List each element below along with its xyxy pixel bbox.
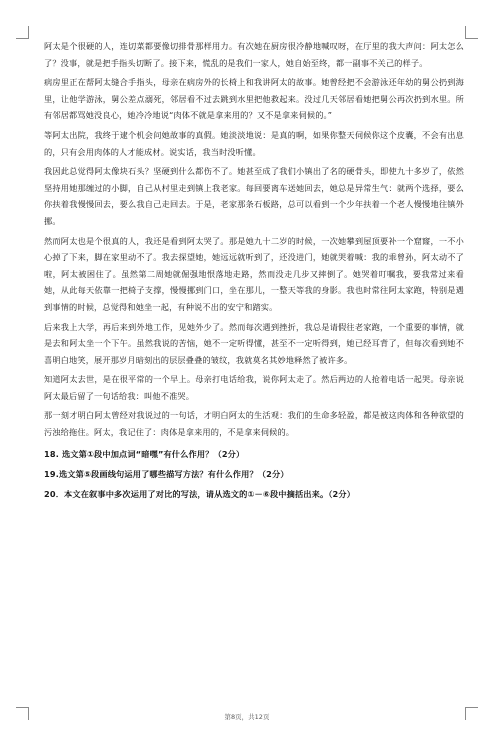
document-body: [44, 38, 464, 504]
crop-mark-top-left: [16, 26, 29, 39]
paragraph-1: 阿太是个很硬的人，连切菜都要像切排骨那样用力。有次她在厨房很冷静地喊叹呀，在厅里的我大声问：阿太怎么了？没事，就是把手指头切断了。接下来，慌乱的是我们一家人，她自始至终，都一副事不关己的样子。: [44, 41, 464, 68]
question-19: 19.选文第⑤段画线句运用了哪些描写方法？有什么作用？（2分）: [44, 468, 289, 479]
paragraph-8: 那一刻才明白阿太曾经对我说过的一句话，才明白阿太的生活观：我们的生命多轻盈，都是被这肉体和各种欲望的污浊给拖住。阿太，我记住了：肉体是拿来用的，不是拿来伺候的。: [44, 410, 464, 438]
paragraph-6: 后来我上大学，再后来到外地工作，见她外少了。然而每次遇到挫折，我总是请假往老家跑，一个重要的事情，就是去和阿太坐一个下午。虽然我说的苦恼，她不一定听得懂，甚至不一定听得到，她已经耳背了，但每次看到她不喜明白地笑，展开那岁月暗刻出的层层叠叠的皱纹，我就莫名其妙地释然了被许多。: [44, 321, 464, 365]
page-number: 第8页，共12页: [224, 713, 270, 721]
paragraph-4: 我因此总觉得阿太像块石头？坚硬到什么都伤不了。她甚至成了我们小镇出了名的硬骨头，即使九十多岁了，依然坚持用她那缠过的小脚，自己从村里走到镇上我老家。每回要离车送她回去，她总是异常生气：就两个选择，要么你扶着我慢慢回去，要么我自己走回去。于是，老家那条石板路，总可以看到一个少年扶着一个老人慢慢地往镇外挪。: [44, 166, 464, 226]
paragraph-2: 病房里正在帮阿太缝合手指头，母亲在病房外的长椅上和我讲阿太的故事。她曾经把不会游泳还年幼的舅公扔到海里，让他学游泳，舅公差点溺死，邻居看不过去跳到水里把他救起来。没过几天邻居看她把舅公再次扔到水里。所有邻居都骂她没良心，她冷冷地说“肉体不就是拿来用的？又不是拿来伺候的。”: [44, 77, 464, 121]
crop-mark-top-right: [465, 26, 478, 39]
question-20: 20．本文在叙事中多次运用了对比的写法，请从选文的①－⑥段中摘括出来。（2分）: [44, 488, 356, 499]
question-18: 18. 选文第①段中加点词“暗嘿”有什么作用？（2分）: [44, 448, 245, 459]
paragraph-7: 知道阿太去世，是在很平常的一个早上。母亲打电话给我，说你阿太走了。然后两边的人抢着电话一起哭。母亲说阿太最后留了一句话给我：叫他不准哭。: [44, 374, 464, 401]
paragraph-3: 等阿太出院，我终于逮个机会问她故事的真假。她淡淡地说：是真的啊，如果你整天伺候你这个皮囊，不会有出息的，只有会用肉体的人才能成材。说实话，我当时没听懂。: [44, 129, 464, 157]
paragraph-5: 然而阿太也是个很真的人，我还是看到阿太哭了。那是她九十二岁的时候，一次她攀到屋顶要补一个窟窿，一不小心掉了下来，脚在家里动不了。我去探望她，她远远就听到了，还没进门，她就哭着喊：我的乖曾孙，阿太动不了啦，阿太被困住了。虽然第二周她就倔强地恨落地走路，然而没走几步又摔倒了。她哭着叮嘱我，要我常过来看她，从此每天依靠一把椅子支撑，慢慢挪到门口，坐在那儿，一整天等我的身影。我也时常往阿太家跑，特别是遇到事情的时候，总觉得和她坐一起，有种说不出的安宁和踏实。: [44, 235, 464, 312]
